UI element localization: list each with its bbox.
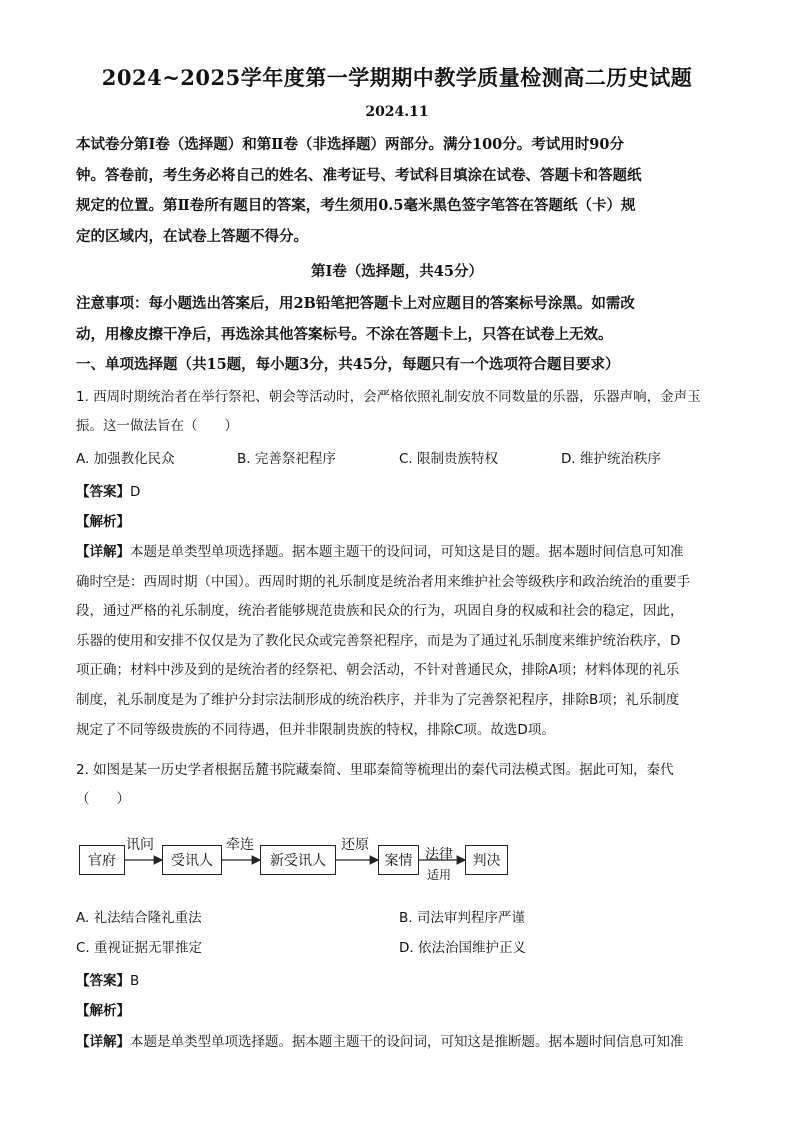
- label-implicate: 牵连: [226, 837, 254, 853]
- stem-line: 2. 如图是某一历史学者根据岳麓书院藏秦简、里耶秦简等梳理出的秦代司法模式图。据此可知，秦代: [76, 762, 674, 778]
- option-d: D. 维护统治秩序: [561, 451, 661, 467]
- option-b: B. 完善祭祀程序: [237, 451, 336, 467]
- box-case: 案情: [378, 845, 419, 875]
- box-new-interrogated: 新受讯人: [260, 845, 336, 875]
- analysis-tag: 【解析】: [76, 1003, 130, 1019]
- instruction-line: 定的区域内，在试卷上答题不得分。: [76, 227, 308, 245]
- exam-instructions: [76, 130, 722, 252]
- question-2-answer: [76, 969, 139, 989]
- label-apply: 适用: [427, 868, 452, 882]
- instruction-line: 钟。答卷前，考生务必将自己的姓名、准考证号、考试科目填涂在试卷、答题卡和答题纸: [76, 166, 642, 184]
- stem-line: 振。这一做法旨在（ ）: [76, 417, 238, 434]
- detail-line: 乐器的使用和安排不仅仅是为了教化民众或完善祭祀程序，而是为了通过礼乐制度来维护统治秩序，D: [76, 632, 681, 649]
- box-government: 官府: [79, 845, 125, 875]
- option-a: A. 礼法结合隆礼重法: [76, 910, 202, 926]
- box-verdict: 判决: [465, 845, 508, 875]
- answer-tag: 【答案】: [76, 973, 130, 989]
- analysis-tag: 【解析】: [76, 514, 130, 530]
- detail-line: 确时空是：西周时期（中国）。西周时期的礼乐制度是统治者用来维护社会等级秩序和政治统治的重要手: [76, 573, 691, 590]
- option-d: D. 依法治国维护正义: [399, 940, 526, 956]
- label-law: 法律: [425, 847, 453, 863]
- judicial-process-diagram: [76, 836, 536, 886]
- question-1-analysis-tag: [76, 510, 130, 530]
- answer-tag: 【答案】: [76, 484, 130, 500]
- question-1-answer: [76, 480, 140, 500]
- exam-date: 2024.11: [365, 104, 429, 120]
- question-2-analysis-tag: [76, 999, 130, 1019]
- notice: [76, 289, 722, 350]
- instruction-line: 本试卷分第Ⅰ卷（选择题）和第Ⅱ卷（非选择题）两部分。满分100分。考试用时90分: [76, 136, 624, 153]
- detail-tag: 【详解】: [76, 544, 130, 560]
- question-1-detail: [76, 538, 722, 745]
- detail-line: 规定了不同等级贵族的不同待遇，但并非限制贵族的特权，排除C项。故选D项。: [76, 721, 555, 738]
- label-restore: 还原: [341, 837, 369, 853]
- label-interrogate: 讯问: [126, 837, 154, 853]
- part-title: 一、单项选择题（共15题，每小题3分，共45分，每题只有一个选项符合题目要求）: [76, 356, 620, 373]
- detail-line: 段，通过严格的礼乐制度，统治者能够规范贵族和民众的行为，巩固自身的权威和社会的稳定，因此，: [76, 603, 684, 620]
- detail-line: 【详解】本题是单类型单项选择题。据本题主题干的设问词，可知这是目的题。据本题时间信息可知准: [76, 544, 684, 560]
- detail-line: 制度，礼乐制度是为了维护分封宗法制形成的统治秩序，并非为了完善祭祀程序，排除B项；礼乐制度: [76, 691, 680, 708]
- page-title: 2024~2025学年度第一学期期中教学质量检测高二历史试题: [101, 65, 693, 90]
- notice-line: 注意事项：每小题选出答案后，用2B铅笔把答题卡上对应题目的答案标号涂黑。如需改: [76, 295, 635, 312]
- option-b: B. 司法审判程序严谨: [399, 910, 525, 926]
- notice-line: 动，用橡皮擦干净后，再选涂其他答案标号。不涂在答题卡上，只答在试卷上无效。: [76, 325, 613, 343]
- section-title: 第Ⅰ卷（选择题，共45分）: [311, 263, 483, 280]
- question-2-stem: [76, 756, 722, 814]
- question-1-stem: [76, 383, 722, 440]
- answer-value: D: [130, 484, 141, 500]
- box-interrogated: 受讯人: [162, 845, 222, 875]
- detail-line: 项正确；材料中涉及到的是统治者的经祭祀、朝会活动，不针对普通民众，排除A项；材料体现的礼乐: [76, 662, 680, 679]
- option-a: A. 加强教化民众: [76, 451, 175, 467]
- stem-line: 1. 西周时期统治者在举行祭祀、朝会等活动时，会严格依照礼制安放不同数量的乐器，乐器声响，金声玉: [76, 389, 701, 405]
- option-c: C. 限制贵族特权: [399, 451, 499, 467]
- option-c: C. 重视证据无罪推定: [76, 940, 203, 956]
- answer-value: B: [130, 973, 140, 989]
- stem-line: （ ）: [76, 791, 130, 807]
- instruction-line: 规定的位置。第Ⅱ卷所有题目的答案，考生须用0.5毫米黑色签字笔答在答题纸（卡）规: [76, 197, 636, 214]
- question-2-detail: [76, 1030, 722, 1050]
- detail-line: 本题是单类型单项选择题。据本题主题干的设问词，可知这是推断题。据本题时间信息可知准: [130, 1034, 684, 1050]
- detail-tag: 【详解】: [76, 1034, 130, 1050]
